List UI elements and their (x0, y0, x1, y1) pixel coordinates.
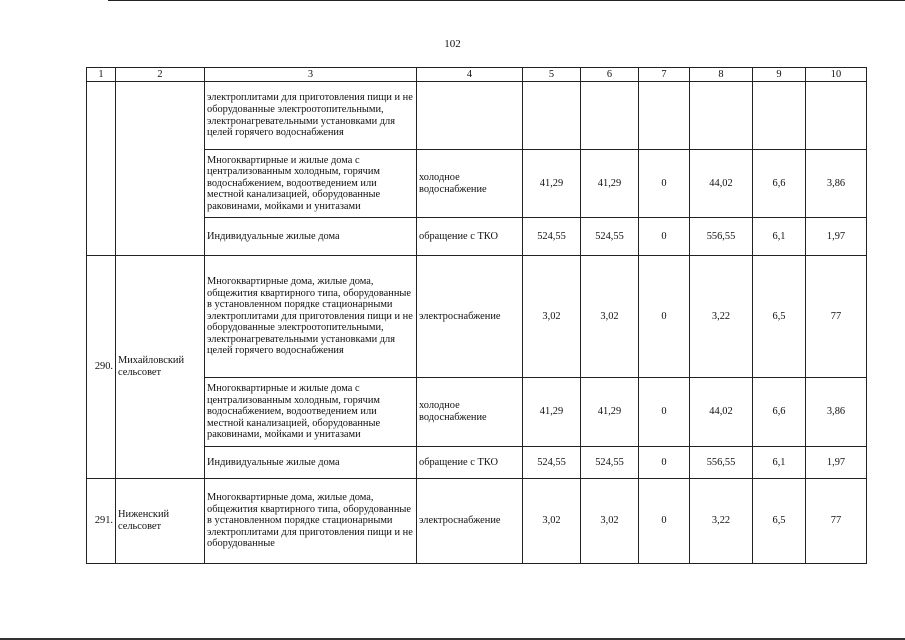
value-cell: 41,29 (523, 378, 581, 447)
col-number: 7 (639, 68, 690, 82)
value-cell: 6,5 (753, 479, 806, 564)
service-cell: холодное водоснабжение (417, 150, 523, 218)
value-cell: 0 (639, 218, 690, 256)
value-cell: 0 (639, 150, 690, 218)
tariff-table (86, 67, 867, 564)
value-cell (753, 82, 806, 150)
value-cell (523, 82, 581, 150)
value-cell: 6,6 (753, 378, 806, 447)
col-number: 4 (417, 68, 523, 82)
table-row (87, 479, 867, 564)
value-cell (690, 82, 753, 150)
value-cell: 0 (639, 378, 690, 447)
col-number: 1 (87, 68, 116, 82)
value-cell: 1,97 (806, 447, 867, 479)
service-cell: электроснабжение (417, 256, 523, 378)
value-cell: 1,97 (806, 218, 867, 256)
value-cell: 3,22 (690, 479, 753, 564)
service-cell (417, 82, 523, 150)
service-cell: обращение с ТКО (417, 218, 523, 256)
housing-category: Многоквартирные и жилые дома с централизованным холодным, горячим водоснабжением, водоотведением или местной канализацией, оборудованные раковинами, мойками и унитазами (205, 378, 417, 447)
value-cell: 3,02 (523, 256, 581, 378)
value-cell: 3,86 (806, 150, 867, 218)
value-cell: 41,29 (523, 150, 581, 218)
value-cell: 3,02 (581, 256, 639, 378)
settlement-name-cell: Ниженский сельсовет (116, 479, 205, 564)
value-cell: 6,5 (753, 256, 806, 378)
value-cell (806, 82, 867, 150)
value-cell: 524,55 (581, 447, 639, 479)
value-cell: 3,86 (806, 378, 867, 447)
settlement-name-cell (116, 82, 205, 256)
table-row (87, 82, 867, 150)
value-cell: 556,55 (690, 218, 753, 256)
value-cell: 6,1 (753, 447, 806, 479)
value-cell: 0 (639, 479, 690, 564)
value-cell: 556,55 (690, 447, 753, 479)
col-number: 8 (690, 68, 753, 82)
col-number: 5 (523, 68, 581, 82)
value-cell: 0 (639, 256, 690, 378)
col-number: 6 (581, 68, 639, 82)
value-cell: 44,02 (690, 378, 753, 447)
value-cell (639, 82, 690, 150)
service-cell: холодное водоснабжение (417, 378, 523, 447)
value-cell: 3,02 (581, 479, 639, 564)
value-cell: 524,55 (523, 218, 581, 256)
settlement-name-cell: Михайловский сельсовет (116, 256, 205, 479)
col-number: 9 (753, 68, 806, 82)
housing-category: электроплитами для приготовления пищи и не оборудованные электроотопительными, электронагревательными установками для целей горячего водоснабжения (205, 82, 417, 150)
value-cell: 6,6 (753, 150, 806, 218)
col-number: 2 (116, 68, 205, 82)
service-cell: обращение с ТКО (417, 447, 523, 479)
value-cell: 41,29 (581, 150, 639, 218)
table-row (87, 256, 867, 378)
column-number-row (87, 68, 867, 82)
row-number-cell (87, 82, 116, 256)
housing-category: Индивидуальные жилые дома (205, 218, 417, 256)
service-cell: электроснабжение (417, 479, 523, 564)
value-cell: 6,1 (753, 218, 806, 256)
housing-category: Многоквартирные и жилые дома с централизованным холодным, горячим водоснабжением, водоотведением или местной канализацией, оборудованные раковинами, мойками и унитазами (205, 150, 417, 218)
value-cell: 44,02 (690, 150, 753, 218)
housing-category: Многоквартирные дома, жилые дома, общежития квартирного типа, оборудованные в установленном порядке стационарными электроплитами для приготовления пищи и не оборудованные электроотопительными, электронагревательными установками для целей горячего водоснабжения (205, 256, 417, 378)
col-number: 10 (806, 68, 867, 82)
row-number-cell: 291. (87, 479, 116, 564)
housing-category: Индивидуальные жилые дома (205, 447, 417, 479)
value-cell: 3,22 (690, 256, 753, 378)
value-cell (581, 82, 639, 150)
row-number-cell: 290. (87, 256, 116, 479)
scan-top-edge (108, 0, 905, 1)
page-number: 102 (444, 38, 461, 50)
value-cell: 524,55 (523, 447, 581, 479)
value-cell: 0 (639, 447, 690, 479)
value-cell: 77 (806, 479, 867, 564)
value-cell: 524,55 (581, 218, 639, 256)
housing-category: Многоквартирные дома, жилые дома, общежития квартирного типа, оборудованные в установленном порядке стационарными электроплитами для приготовления пищи и не оборудованные (205, 479, 417, 564)
col-number: 3 (205, 68, 417, 82)
value-cell: 77 (806, 256, 867, 378)
value-cell: 41,29 (581, 378, 639, 447)
value-cell: 3,02 (523, 479, 581, 564)
